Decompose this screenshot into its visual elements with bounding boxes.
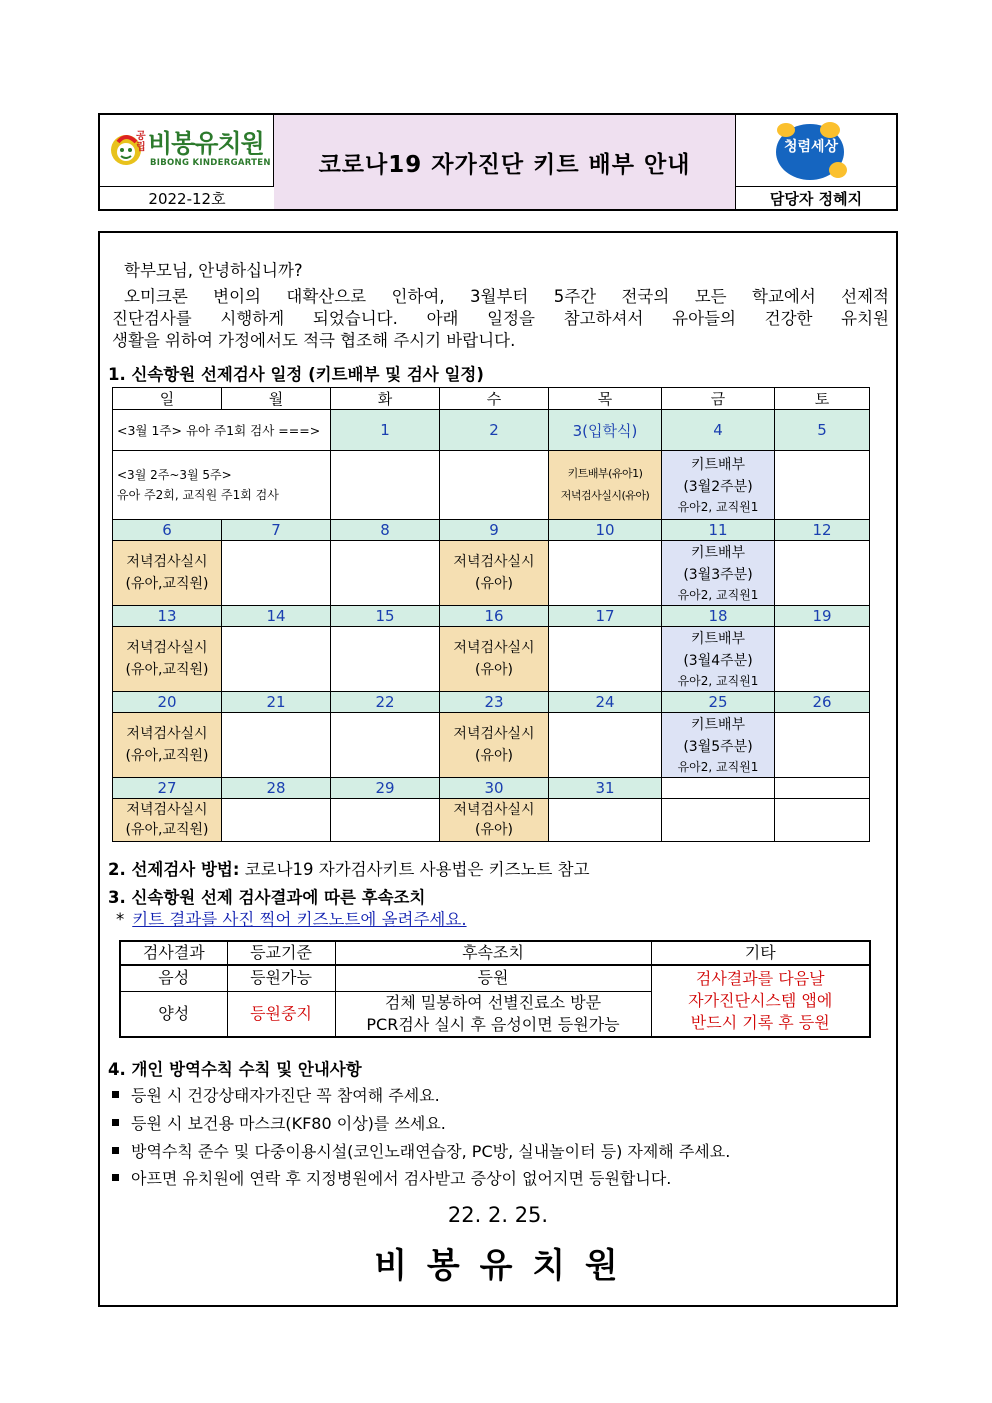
event-test-both <box>113 541 222 606</box>
event-cell-empty <box>775 451 870 520</box>
test-who: (유아) <box>475 576 513 592</box>
test-label: 저녁검사실시 <box>453 554 535 570</box>
date-cell: 2 <box>440 410 549 451</box>
kit-label: 키트배부 <box>690 630 746 647</box>
note-line-1: <3월 2주~3월 5주> <box>117 468 232 482</box>
kit-label: 키트배부 <box>690 456 746 473</box>
header-etc: 기타 <box>651 941 870 965</box>
event-line: 키트배부(유아1) <box>567 467 643 480</box>
week-2-events <box>113 541 870 606</box>
date-cell: 31 <box>549 778 662 799</box>
event-kit-distribution <box>662 541 775 606</box>
greeting: 학부모님, 안녕하십니까? <box>124 261 303 280</box>
logo-small-text: 공립 <box>136 131 146 153</box>
list-item <box>112 1166 671 1189</box>
event-cell-empty <box>775 627 870 692</box>
section-4-title: 4. 개인 방역수칙 수칙 및 안내사항 <box>108 1060 362 1079</box>
event-cell-empty <box>775 541 870 606</box>
event-test-both <box>113 713 222 778</box>
weekday-thu: 목 <box>549 388 662 410</box>
person-in-charge: 담당자 정혜지 <box>769 189 863 208</box>
test-who: (유아) <box>475 822 513 838</box>
document-date: 22. 2. 25. <box>447 1203 549 1227</box>
date-cell: 15 <box>331 606 440 627</box>
results-negative-row <box>120 965 870 991</box>
event-cell-empty <box>331 713 440 778</box>
kidsnote-upload-link[interactable]: 키트 결과를 사진 찍어 키즈노트에 올려주세요. <box>132 910 467 929</box>
kit-week: (3월3주분) <box>683 566 753 583</box>
date-cell: 8 <box>331 520 440 541</box>
section-3-instruction <box>116 909 467 931</box>
event-test-both <box>113 799 222 842</box>
event-cell-empty <box>222 627 331 692</box>
weekday-row <box>113 388 870 410</box>
event-cell-empty <box>331 541 440 606</box>
event-test-kids <box>440 799 549 842</box>
section-2-text: 코로나19 자가검사키트 사용법은 키즈노트 참고 <box>239 860 590 879</box>
test-label: 저녁검사실시 <box>126 802 208 818</box>
date-cell: 9 <box>440 520 549 541</box>
result-positive: 양성 <box>120 991 227 1037</box>
test-who: (유아,교직원) <box>125 748 209 764</box>
test-label: 저녁검사실시 <box>126 554 208 570</box>
week-3-dates <box>113 606 870 627</box>
section-3-title: 3. 신속항원 선제 검사결과에 따른 후속조치 <box>108 888 426 907</box>
test-label: 저녁검사실시 <box>126 640 208 656</box>
kit-label: 키트배부 <box>690 544 746 561</box>
date-cell: 19 <box>775 606 870 627</box>
header-criteria: 등교기준 <box>227 941 335 965</box>
intro-line-2: 진단검사를 시행하게 되었습니다. 아래 일정을 참고하셔서 유아들의 건강한 유치원 <box>112 309 889 328</box>
date-cell: 3(입학식) <box>549 410 662 451</box>
issue-number: 2022-12호 <box>148 189 226 208</box>
event-cell-empty <box>775 799 870 842</box>
kit-who: 유아2, 교직원1 <box>677 673 759 688</box>
date-cell: 18 <box>662 606 775 627</box>
event-cell-empty <box>222 799 331 842</box>
kit-who: 유아2, 교직원1 <box>677 499 759 514</box>
date-cell: 13 <box>113 606 222 627</box>
event-test-both <box>113 627 222 692</box>
emblem-cell <box>736 115 896 187</box>
etc-line: 검사결과를 다음날 <box>695 969 825 988</box>
list-item <box>112 1083 440 1106</box>
date-cell: 29 <box>331 778 440 799</box>
date-cell: 1 <box>331 410 440 451</box>
week-1-events <box>113 451 870 520</box>
date-cell: 28 <box>222 778 331 799</box>
intro-line-3: 생활을 위하여 가정에서도 적극 협조해 주시기 바랍니다. <box>112 331 516 350</box>
event-cell-empty <box>331 627 440 692</box>
test-label: 저녁검사실시 <box>453 726 535 742</box>
emblem-text: 청렴세상 <box>783 139 839 155</box>
test-who: (유아,교직원) <box>125 576 209 592</box>
note-line-2: 유아 주2회, 교직원 주1회 검사 <box>117 488 279 502</box>
bullet-icon <box>112 1119 119 1126</box>
section-2 <box>108 859 590 881</box>
date-cell: 25 <box>662 692 775 713</box>
week-1-note: <3월 1주> 유아 주1회 검사 ===> <box>113 410 331 451</box>
kit-who: 유아2, 교직원1 <box>677 759 759 774</box>
date-cell: 4 <box>662 410 775 451</box>
schedule-calendar <box>112 387 870 842</box>
test-label: 저녁검사실시 <box>453 802 535 818</box>
kit-label: 키트배부 <box>690 716 746 733</box>
date-cell: 24 <box>549 692 662 713</box>
kit-who: 유아2, 교직원1 <box>677 587 759 602</box>
section-2-label: 2. 선제검사 방법: <box>108 860 240 879</box>
date-cell: 26 <box>775 692 870 713</box>
event-cell-empty <box>331 451 440 520</box>
followup-positive <box>335 991 651 1037</box>
logo-english: BIBONG KINDERGARTEN <box>150 158 271 168</box>
weekday-tue: 화 <box>331 388 440 410</box>
followup-line: PCR검사 실시 후 음성이면 등원가능 <box>366 1014 620 1034</box>
event-cell-empty <box>662 799 775 842</box>
date-cell: 20 <box>113 692 222 713</box>
asterisk: * <box>116 910 125 929</box>
results-header-row <box>120 941 870 965</box>
date-cell: 27 <box>113 778 222 799</box>
event-kit-distribution <box>662 627 775 692</box>
date-cell: 10 <box>549 520 662 541</box>
date-cell: 14 <box>222 606 331 627</box>
week-5-events <box>113 799 870 842</box>
list-item-text: 등원 시 보건용 마스크(KF80 이상)를 쓰세요. <box>131 1114 446 1133</box>
event-cell-empty <box>549 713 662 778</box>
date-cell-empty <box>775 778 870 799</box>
date-cell: 12 <box>775 520 870 541</box>
date-cell: 5 <box>775 410 870 451</box>
kit-week: (3월2주분) <box>683 478 753 495</box>
section-1-title: 1. 신속항원 선제검사 일정 (키트배부 및 검사 일정) <box>108 365 484 384</box>
test-frequency-note <box>113 451 331 520</box>
followup-negative: 등원 <box>335 965 651 991</box>
criteria-positive: 등원중지 <box>227 991 335 1037</box>
event-cell-empty <box>775 713 870 778</box>
week-5-dates <box>113 778 870 799</box>
event-test-kids <box>440 541 549 606</box>
event-cell-empty <box>549 627 662 692</box>
header-table <box>98 113 898 211</box>
week-3-events <box>113 627 870 692</box>
etc-line: 자가진단시스템 앱에 <box>688 991 833 1010</box>
event-test-kids <box>440 627 549 692</box>
kit-week: (3월4주분) <box>683 652 753 669</box>
document-title: 코로나19 자가진단 키트 배부 안내 <box>274 115 736 209</box>
weekday-sun: 일 <box>113 388 222 410</box>
etc-line: 반드시 기록 후 등원 <box>690 1013 830 1032</box>
event-cell-empty <box>549 799 662 842</box>
bullet-icon <box>112 1147 119 1154</box>
header-result: 검사결과 <box>120 941 227 965</box>
event-kit-distribution <box>662 713 775 778</box>
logo-cell <box>100 115 274 187</box>
date-cell: 22 <box>331 692 440 713</box>
date-cell: 21 <box>222 692 331 713</box>
event-kit-and-test <box>549 451 662 520</box>
event-kit-distribution <box>662 451 775 520</box>
weekday-wed: 수 <box>440 388 549 410</box>
weekday-fri: 금 <box>662 388 775 410</box>
list-item-text: 방역수칙 준수 및 다중이용시설(코인노래연습장, PC방, 실내놀이터 등) 자제해 주세요. <box>131 1142 731 1161</box>
week-4-dates <box>113 692 870 713</box>
test-who: (유아) <box>475 748 513 764</box>
test-who: (유아,교직원) <box>125 662 209 678</box>
week-2-dates <box>113 520 870 541</box>
event-test-kids <box>440 713 549 778</box>
list-item <box>112 1111 446 1134</box>
organization-name: 비 봉 유 치 원 <box>374 1246 622 1286</box>
list-item-text: 등원 시 건강상태자가진단 꼭 참여해 주세요. <box>131 1086 440 1105</box>
event-cell-empty <box>222 713 331 778</box>
event-cell-empty <box>331 799 440 842</box>
week-4-events <box>113 713 870 778</box>
logo-name: 비봉유치원 <box>148 129 264 158</box>
week-1-dates <box>113 410 870 451</box>
intro-line-1: 오미크론 변이의 대확산으로 인하여, 3월부터 5주간 전국의 모든 학교에서 선제적 <box>124 287 889 306</box>
event-cell-empty <box>440 451 549 520</box>
results-table <box>119 940 871 1038</box>
date-cell-empty <box>662 778 775 799</box>
test-who: (유아) <box>475 662 513 678</box>
followup-line: 검체 밀봉하여 선별진료소 방문 <box>384 992 602 1012</box>
etc-note <box>651 965 870 1037</box>
bullet-icon <box>112 1091 119 1098</box>
criteria-negative: 등원가능 <box>227 965 335 991</box>
test-label: 저녁검사실시 <box>453 640 535 656</box>
date-cell: 23 <box>440 692 549 713</box>
date-cell: 11 <box>662 520 775 541</box>
date-cell: 16 <box>440 606 549 627</box>
date-cell: 6 <box>113 520 222 541</box>
header-followup: 후속조치 <box>335 941 651 965</box>
weekday-mon: 월 <box>222 388 331 410</box>
list-item-text: 아프면 유치원에 연락 후 지정병원에서 검사받고 증상이 없어지면 등원합니다. <box>131 1169 672 1188</box>
result-negative: 음성 <box>120 965 227 991</box>
date-cell: 30 <box>440 778 549 799</box>
kit-week: (3월5주분) <box>683 738 753 755</box>
date-cell: 17 <box>549 606 662 627</box>
test-who: (유아,교직원) <box>125 822 209 838</box>
event-cell-empty <box>549 541 662 606</box>
bullet-icon <box>112 1174 119 1181</box>
event-line: 저녁검사실시(유아) <box>560 489 650 502</box>
event-cell-empty <box>222 541 331 606</box>
weekday-sat: 토 <box>775 388 870 410</box>
date-cell: 7 <box>222 520 331 541</box>
test-label: 저녁검사실시 <box>126 726 208 742</box>
list-item <box>112 1139 730 1162</box>
